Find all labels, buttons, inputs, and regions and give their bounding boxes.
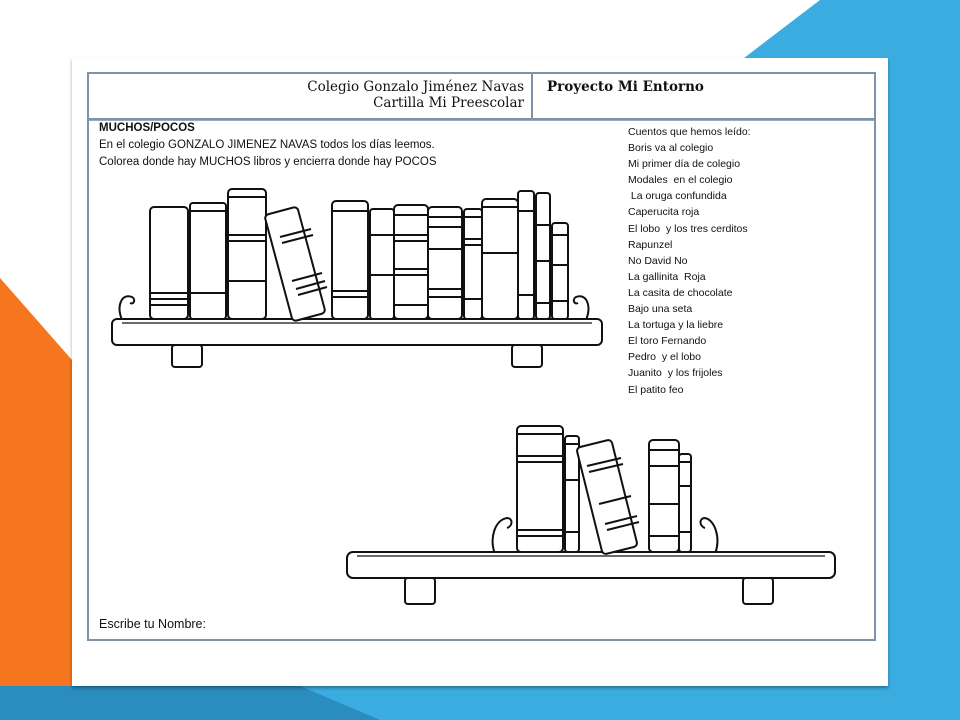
story-item: El toro Fernando — [628, 335, 707, 348]
worksheet-header — [89, 74, 874, 120]
header-school-info — [89, 74, 533, 118]
story-item: La oruga confundida — [628, 190, 727, 203]
bracket-left — [493, 518, 512, 554]
activity-title: MUCHOS/POCOS — [99, 122, 195, 134]
shelf-many-books — [108, 185, 608, 375]
name-label: Escribe tu Nombre: — [99, 617, 206, 631]
project-name: Proyecto Mi Entorno — [547, 79, 704, 95]
story-item: Juanito y los frijoles — [628, 367, 723, 380]
story-item: El patito feo — [628, 383, 684, 396]
story-item: La casita de chocolate — [628, 286, 733, 299]
book — [264, 206, 327, 321]
book — [464, 209, 482, 319]
bracket-left — [120, 296, 135, 320]
book — [228, 189, 266, 319]
book — [649, 440, 679, 552]
book — [394, 205, 428, 319]
shelf-foot-right — [512, 345, 542, 367]
book — [428, 207, 462, 319]
bracket-right — [701, 518, 718, 554]
school-name: Colegio Gonzalo Jiménez Navas — [307, 79, 524, 95]
book — [552, 223, 568, 319]
stories-list — [628, 124, 751, 398]
book — [679, 454, 691, 552]
story-item: Boris va al colegio — [628, 142, 714, 155]
story-item: Bajo una seta — [628, 303, 693, 316]
story-item: Modales en el colegio — [628, 174, 733, 187]
shelf-foot-left — [172, 345, 202, 367]
story-item: Caperucita roja — [628, 206, 700, 219]
top-right-blue-triangle — [744, 0, 960, 58]
story-item: Mi primer día de colegio — [628, 158, 741, 171]
booklet-name: Cartilla Mi Preescolar — [373, 95, 524, 111]
book — [150, 207, 188, 319]
stories-heading: Cuentos que hemos leído: — [628, 126, 751, 138]
book — [482, 199, 518, 319]
header-divider — [89, 120, 874, 121]
story-item: Rapunzel — [628, 238, 673, 251]
bracket-right — [574, 296, 589, 320]
story-item: El lobo y los tres cerditos — [628, 222, 748, 235]
book — [536, 193, 550, 319]
story-item: La gallinita Roja — [628, 270, 706, 283]
book — [370, 209, 394, 319]
shelf-few-books — [343, 420, 839, 610]
book — [518, 191, 534, 319]
shelf-foot-right — [743, 578, 773, 604]
story-item: Pedro y el lobo — [628, 351, 701, 364]
story-item: La tortuga y la liebre — [628, 319, 724, 332]
activity-line-1: En el colegio GONZALO JIMENEZ NAVAS todos los días leemos. — [99, 139, 435, 151]
book — [190, 203, 226, 319]
activity-line-2: Colorea donde hay MUCHOS libros y encierra donde hay POCOS — [99, 156, 437, 168]
left-orange-triangle — [0, 278, 72, 720]
right-blue-edge — [888, 58, 960, 720]
shelf-foot-left — [405, 578, 435, 604]
book — [576, 439, 639, 554]
book — [517, 426, 563, 552]
book — [332, 201, 368, 319]
story-item: No David No — [628, 254, 688, 267]
